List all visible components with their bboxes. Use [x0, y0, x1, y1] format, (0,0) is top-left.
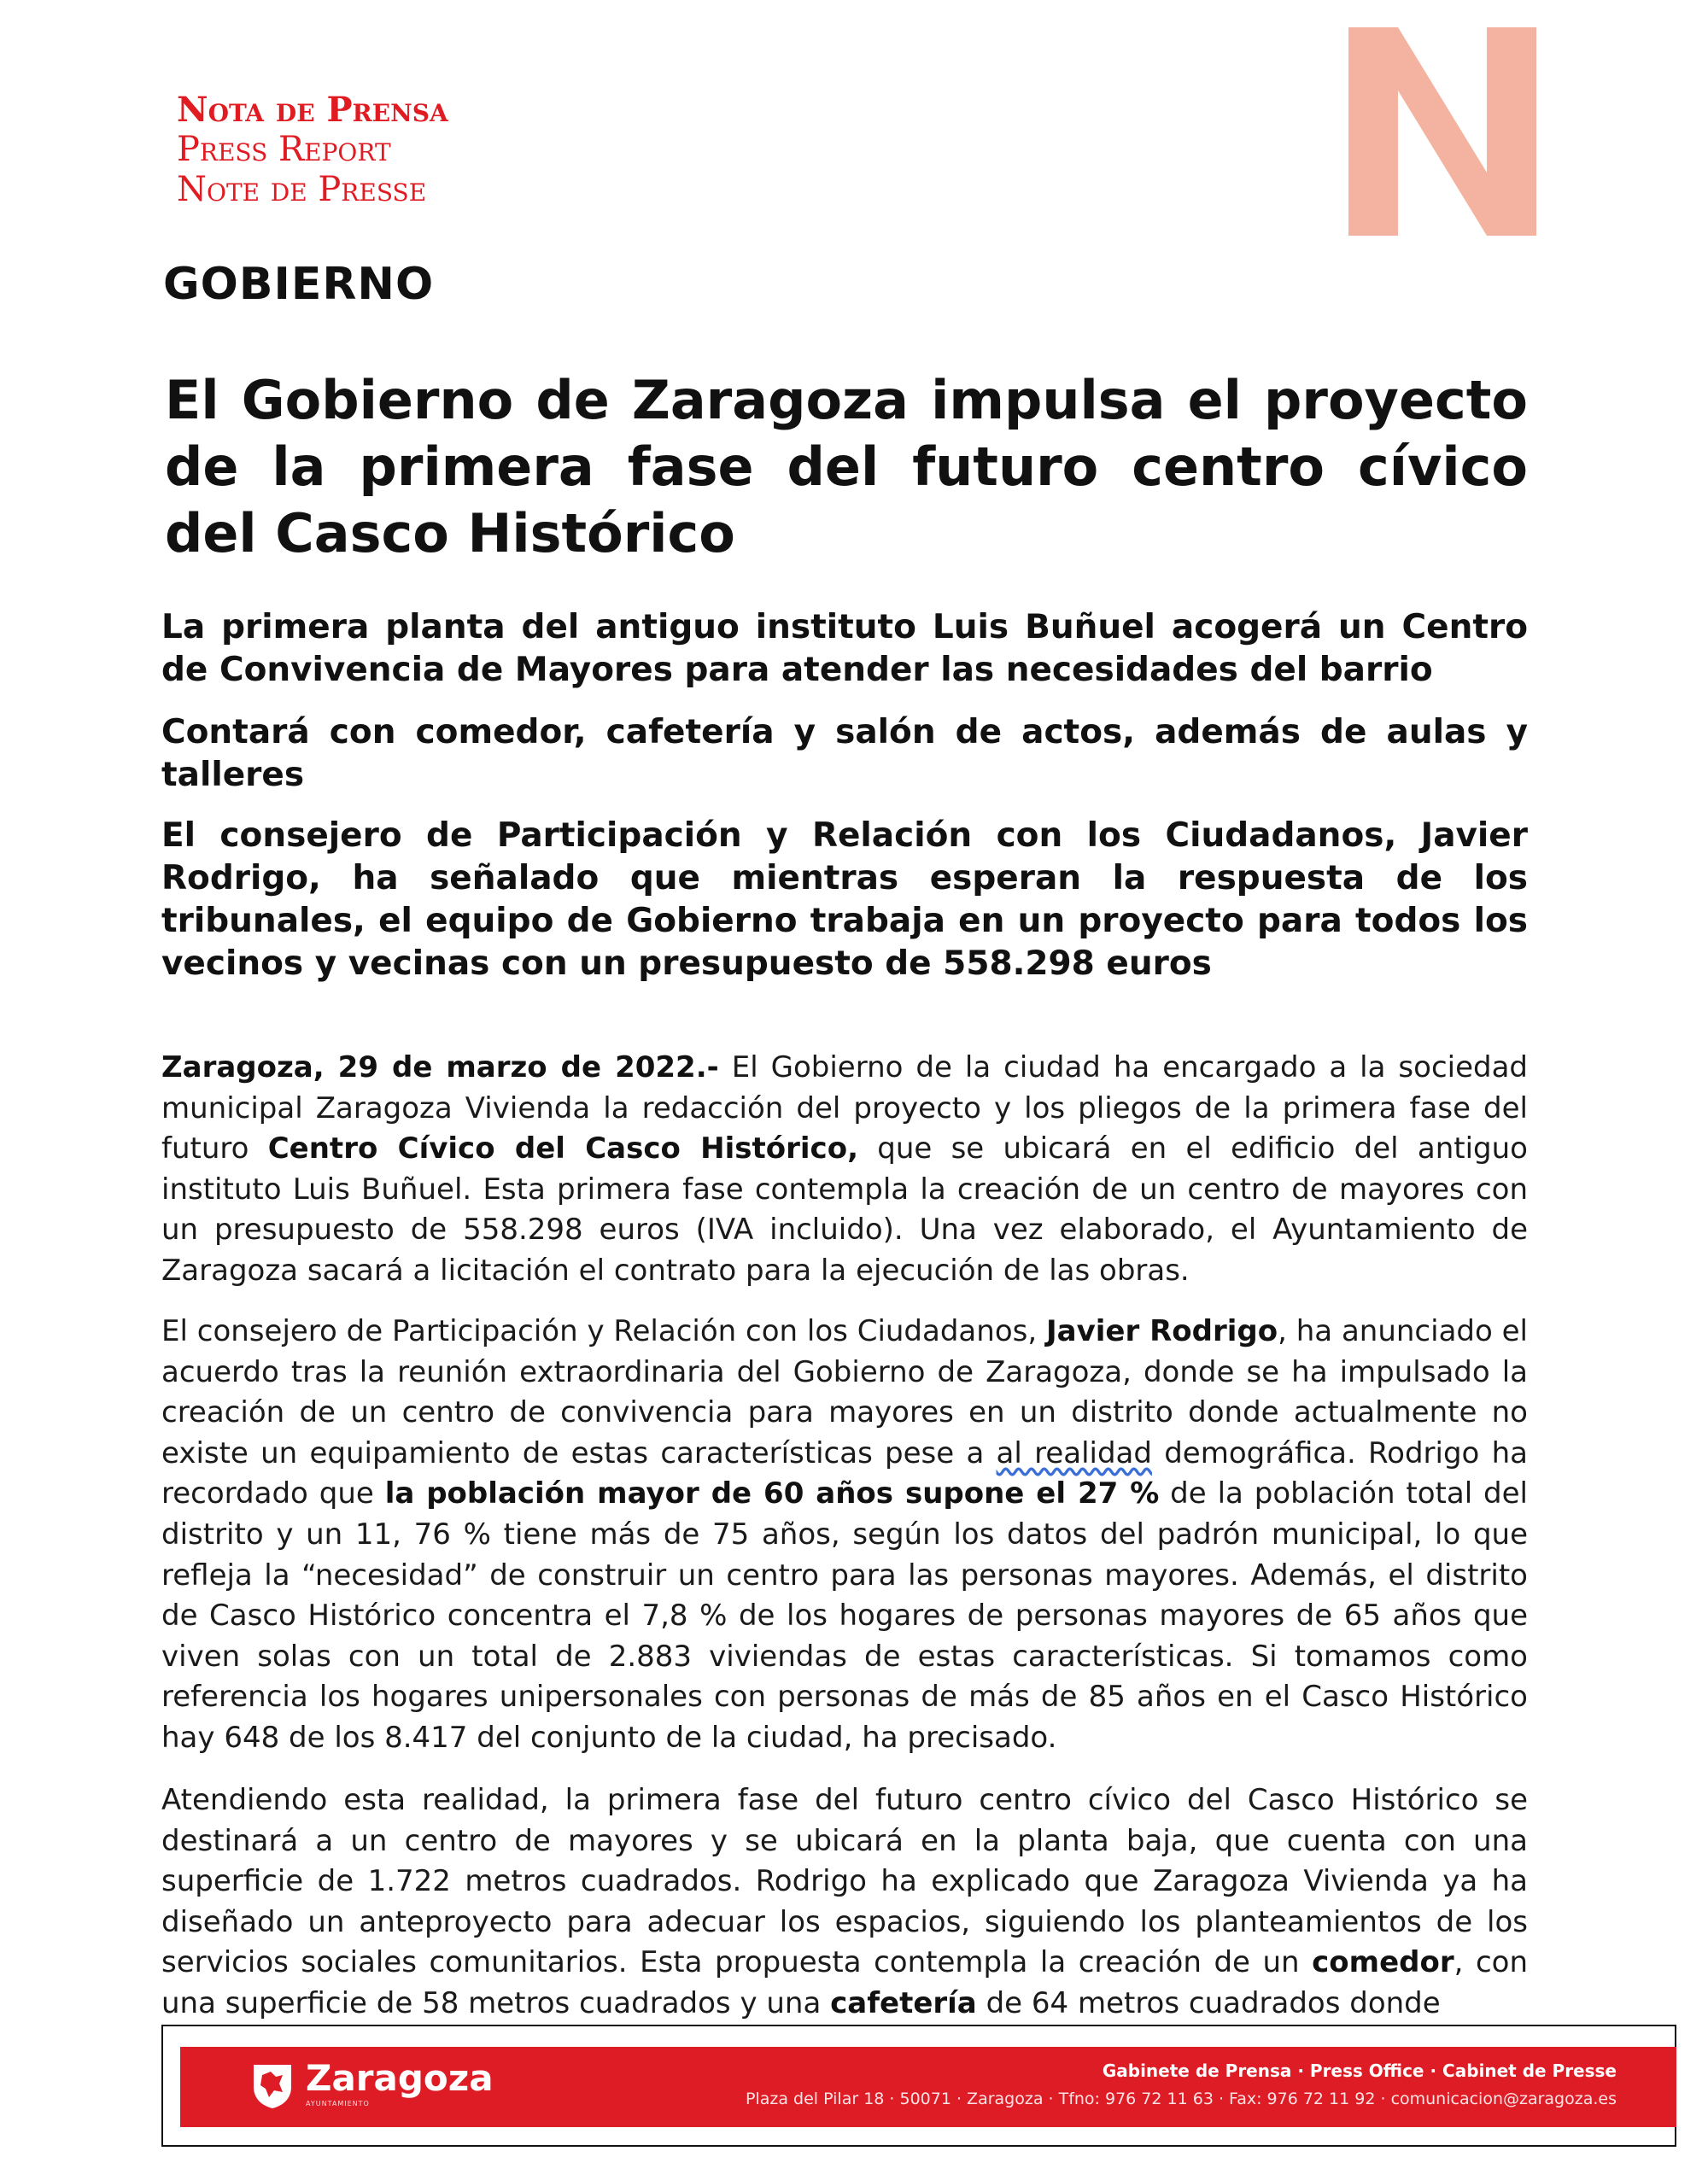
body-paragraph-1	[161, 1048, 1528, 1292]
press-label-es: Nota de Prensa	[177, 90, 448, 130]
subhead-3: El consejero de Participación y Relación con los Ciudadanos, Javier Rodrigo, ha señalado que mientras esperan la respuesta de los tribunales, el equipo de Gobierno trabaja en un proyecto para todos los vecinos y vecinas con un presupuesto de 558.298 euros	[161, 816, 1528, 983]
footer-brand: Zaragoza	[306, 2057, 494, 2099]
bold-phrase: Centro Cívico del Casco Histórico,	[267, 1131, 858, 1166]
body-paragraph-2	[161, 1312, 1528, 1759]
body-paragraph-3	[161, 1780, 1528, 2025]
paragraph-text: de la población total del distrito y un 11, 76 % tiene más de 75 años, según los datos del padrón municipal, lo que refleja la “necesidad” de construir un centro para las personas mayores. Además, el distrito de Casco Histórico concentra el 7,8 % de los hogares de personas mayores de 65 años que viven solas con un total de 2.883 viviendas de estas características. Si tomamos como referencia los hogares unipersonales con personas de más de 85 años en el Casco Histórico hay 648 de los 8.417 del conjunto de la ciudad, ha precisado.	[161, 1476, 1528, 1755]
paragraph-text: , con una superficie de 58 metros cuadrados y una	[161, 1945, 1528, 2020]
subhead-1: La primera planta del antiguo instituto Luis Buñuel acogerá un Centro de Convivencia de Mayores para atender las necesidades del barrio	[161, 608, 1528, 689]
bold-word: comedor	[1312, 1945, 1454, 1980]
zaragoza-lion-crest-icon	[250, 2061, 295, 2109]
dateline: Zaragoza, 29 de marzo de 2022.-	[161, 1050, 719, 1084]
paragraph-text: demográfica. Rodrigo ha recordado que	[161, 1435, 1528, 1511]
paragraph-text: Atendiendo esta realidad, la primera fase del futuro centro cívico del Casco Histórico se destinará a un centro de mayores y se ubicará en la planta baja, que cuenta con una superficie de 1.722 metros cuadrados. Rodrigo ha explicado que Zaragoza Vivienda ya ha diseñado un anteproyecto para adecuar los espacios, siguiendo los planteamientos de los servicios sociales comunitarios. Esta propuesta contempla la creación de un	[161, 1783, 1528, 1980]
section-label: GOBIERNO	[163, 259, 435, 310]
bold-word: cafetería	[830, 1985, 977, 2020]
press-label-en: Press Report	[177, 130, 391, 169]
big-n-logo	[1348, 27, 1536, 236]
paragraph-text: de 64 metros cuadrados donde	[976, 1985, 1441, 2020]
paragraph-text: que se ubicará en el edificio del antiguo instituto Luis Buñuel. Esta primera fase contempla la creación de un centro de mayores con un presupuesto de 558.298 euros (IVA incluido). Una vez elaborado, el Ayuntamiento de Zaragoza sacará a licitación el contrato para la ejecución de las obras.	[161, 1131, 1528, 1288]
press-label-block	[177, 90, 448, 210]
paragraph-text: El Gobierno de la ciudad ha encargado a la sociedad municipal Zaragoza Vivienda la redacción del proyecto y los pliegos de la primera fase del futuro	[161, 1050, 1528, 1166]
bold-name: Javier Rodrigo	[1045, 1314, 1278, 1348]
footer-band	[180, 2047, 1676, 2127]
paragraph-text: El consejero de Participación y Relación con los Ciudadanos,	[161, 1314, 1046, 1348]
press-label-fr: Note de Presse	[177, 170, 427, 209]
subhead-2: Contará con comedor, cafetería y salón de actos, además de aulas y talleres	[161, 713, 1528, 794]
footer-brand-sub: AYUNTAMIENTO	[306, 2100, 370, 2107]
footer-contact-line: Plaza del Pilar 18 · 50071 · Zaragoza · Tfno: 976 72 11 63 · Fax: 976 72 11 92 · comunicacion@zaragoza.es	[746, 2090, 1617, 2108]
bold-phrase: la población mayor de 60 años supone el 27 %	[384, 1476, 1160, 1511]
headline: El Gobierno de Zaragoza impulsa el proyecto de la primera fase del futuro centro cívico del Casco Histórico	[165, 369, 1528, 564]
spellcheck-underline: al realidad	[996, 1435, 1152, 1470]
footer-office-line: Gabinete de Prensa · Press Office · Cabinet de Presse	[1102, 2061, 1617, 2081]
paragraph-text: , ha anunciado el acuerdo tras la reunión extraordinaria del Gobierno de Zaragoza, donde se ha impulsado la creación de un centro de convivencia para mayores en un distrito donde actualmente no existe un equipamiento de estas características pese a	[161, 1314, 1528, 1470]
